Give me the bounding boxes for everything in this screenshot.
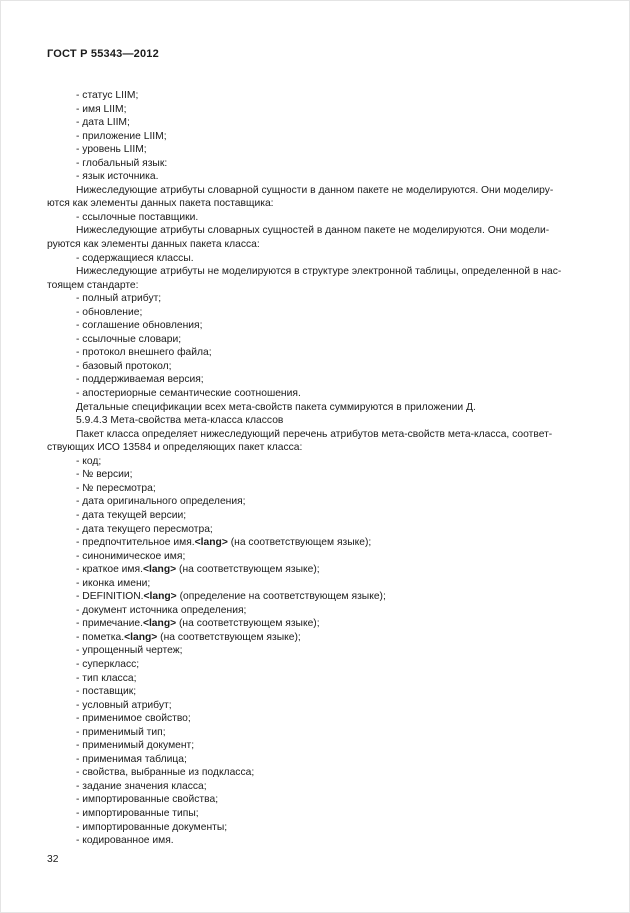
text-segment: - свойства, выбранные из подкласса; bbox=[76, 767, 255, 779]
text-line bbox=[47, 550, 589, 564]
bold-text-segment: <lang> bbox=[124, 631, 158, 643]
text-segment: - документ источника определения; bbox=[76, 604, 247, 616]
text-line bbox=[47, 712, 589, 726]
text-segment: Нижеследующие атрибуты словарной сущности в данном пакете не моделируются. Они моделиру- bbox=[76, 184, 554, 196]
text-segment: - применимый тип; bbox=[76, 726, 166, 738]
text-line bbox=[47, 793, 589, 807]
text-line bbox=[47, 103, 589, 117]
text-line bbox=[47, 807, 589, 821]
text-line bbox=[47, 224, 589, 238]
text-line bbox=[47, 699, 589, 713]
text-line bbox=[47, 455, 589, 469]
text-segment: - применимая таблица; bbox=[76, 753, 187, 765]
text-line bbox=[47, 157, 589, 171]
text-segment: - содержащиеся классы. bbox=[76, 252, 194, 264]
text-segment: - приложение LIIM; bbox=[76, 130, 167, 142]
document-body bbox=[47, 89, 589, 848]
text-segment: - DEFINITION. bbox=[76, 591, 144, 603]
text-segment: - ссылочные поставщики. bbox=[76, 211, 199, 223]
text-line bbox=[47, 319, 589, 333]
text-segment: - дата LIIM; bbox=[76, 117, 130, 129]
text-segment: - поставщик; bbox=[76, 686, 137, 698]
text-segment: - дата текущего пересмотра; bbox=[76, 523, 213, 535]
text-line bbox=[47, 89, 589, 103]
text-line bbox=[47, 495, 589, 509]
text-segment: - обновление; bbox=[76, 306, 143, 318]
text-segment: - глобальный язык: bbox=[76, 157, 168, 169]
text-line bbox=[47, 617, 589, 631]
text-line bbox=[47, 834, 589, 848]
text-segment: Нижеследующие атрибуты словарных сущностей в данном пакете не моделируются. Они модели- bbox=[76, 225, 550, 237]
text-line bbox=[47, 739, 589, 753]
text-line bbox=[47, 766, 589, 780]
text-line bbox=[47, 482, 589, 496]
text-line bbox=[47, 197, 589, 211]
text-line bbox=[47, 563, 589, 577]
text-line bbox=[47, 441, 589, 455]
text-line bbox=[47, 211, 589, 225]
page-number: 32 bbox=[47, 854, 59, 865]
text-line bbox=[47, 265, 589, 279]
text-segment: ются как элементы данных пакета поставщика: bbox=[47, 198, 274, 210]
bold-text-segment: <lang> bbox=[194, 537, 228, 549]
text-line bbox=[47, 672, 589, 686]
text-segment: - апостериорные семантические соотношения. bbox=[76, 388, 301, 400]
text-segment: (на соответствующем языке); bbox=[176, 564, 320, 576]
text-segment: - синонимическое имя; bbox=[76, 550, 186, 562]
text-line bbox=[47, 604, 589, 618]
text-line bbox=[47, 170, 589, 184]
text-line bbox=[47, 577, 589, 591]
text-segment: - упрощенный чертеж; bbox=[76, 645, 183, 657]
text-segment: - кодированное имя. bbox=[76, 835, 174, 847]
text-line bbox=[47, 184, 589, 198]
text-line bbox=[47, 590, 589, 604]
text-segment: тоящем стандарте: bbox=[47, 279, 139, 291]
text-line bbox=[47, 346, 589, 360]
text-line bbox=[47, 333, 589, 347]
text-segment: - язык источника. bbox=[76, 171, 159, 183]
document-code-header: ГОСТ Р 55343—2012 bbox=[47, 48, 159, 60]
text-line bbox=[47, 279, 589, 293]
text-segment: - импортированные свойства; bbox=[76, 794, 219, 806]
text-segment: - имя LIIM; bbox=[76, 103, 127, 115]
text-segment: - дата текущей версии; bbox=[76, 509, 187, 521]
text-segment: - № пересмотра; bbox=[76, 482, 156, 494]
text-segment: - соглашение обновления; bbox=[76, 320, 203, 332]
text-line bbox=[47, 726, 589, 740]
text-segment: (определение на соответствующем языке); bbox=[176, 591, 386, 603]
text-line bbox=[47, 292, 589, 306]
bold-text-segment: <lang> bbox=[143, 591, 177, 603]
text-line bbox=[47, 373, 589, 387]
text-line bbox=[47, 658, 589, 672]
text-line bbox=[47, 509, 589, 523]
text-segment: (на соответствующем языке); bbox=[176, 618, 320, 630]
text-line bbox=[47, 143, 589, 157]
text-line bbox=[47, 536, 589, 550]
text-segment: - иконка имени; bbox=[76, 577, 151, 589]
bold-text-segment: <lang> bbox=[142, 618, 177, 630]
text-segment: - уровень LIIM; bbox=[76, 144, 147, 156]
text-segment: - базовый протокол; bbox=[76, 360, 172, 372]
text-segment: - применимый документ; bbox=[76, 740, 195, 752]
text-line bbox=[47, 306, 589, 320]
text-line bbox=[47, 631, 589, 645]
text-segment: Детальные спецификации всех мета-свойств пакета суммируются в приложении Д. bbox=[76, 401, 476, 413]
text-segment: - импортированные типы; bbox=[76, 807, 199, 819]
text-segment: - статус LIIM; bbox=[76, 90, 139, 101]
text-line bbox=[47, 468, 589, 482]
text-segment: - примечание. bbox=[76, 618, 143, 630]
text-line bbox=[47, 523, 589, 537]
text-segment: Нижеследующие атрибуты не моделируются в структуре электронной таблицы, определенной в нас- bbox=[76, 266, 562, 278]
text-segment: - полный атрибут; bbox=[76, 293, 162, 305]
text-line bbox=[47, 685, 589, 699]
text-segment: Пакет класса определяет нижеследующий перечень атрибутов мета-свойств мета-класса, соответ- bbox=[76, 428, 553, 440]
text-line bbox=[47, 780, 589, 794]
text-segment: руются как элементы данных пакета класса: bbox=[47, 239, 260, 251]
text-line bbox=[47, 644, 589, 658]
text-segment: - импортированные документы; bbox=[76, 821, 228, 833]
text-line bbox=[47, 753, 589, 767]
text-line bbox=[47, 252, 589, 266]
text-line bbox=[47, 401, 589, 415]
bold-text-segment: <lang> bbox=[142, 564, 177, 576]
text-line bbox=[47, 387, 589, 401]
text-segment: - краткое имя. bbox=[76, 564, 143, 576]
text-segment: - пометка. bbox=[76, 631, 125, 643]
text-line bbox=[47, 428, 589, 442]
text-segment: (на соответствующем языке); bbox=[157, 631, 301, 643]
text-segment: - тип класса; bbox=[76, 672, 137, 684]
text-line bbox=[47, 414, 589, 428]
text-segment: (на соответствующем языке); bbox=[227, 537, 372, 549]
text-segment: - суперкласс; bbox=[76, 658, 140, 670]
text-segment: - применимое свойство; bbox=[76, 713, 191, 725]
text-line bbox=[47, 116, 589, 130]
text-line bbox=[47, 821, 589, 835]
text-line bbox=[47, 360, 589, 374]
text-segment: - ссылочные словари; bbox=[76, 333, 182, 345]
text-segment: - поддерживаемая версия; bbox=[76, 374, 204, 386]
text-segment: - условный атрибут; bbox=[76, 699, 172, 711]
text-line bbox=[47, 130, 589, 144]
text-segment: - дата оригинального определения; bbox=[76, 496, 246, 508]
text-segment: - протокол внешнего файла; bbox=[76, 347, 212, 359]
text-segment: - задание значения класса; bbox=[76, 780, 207, 792]
text-segment: 5.9.4.3 Мета-свойства мета-класса классов bbox=[76, 415, 284, 427]
text-segment: - код; bbox=[76, 455, 102, 467]
text-line bbox=[47, 238, 589, 252]
text-segment: ствующих ИСО 13584 и определяющих пакет класса: bbox=[47, 442, 303, 454]
text-segment: - предпочтительное имя. bbox=[76, 537, 195, 549]
text-segment: - № версии; bbox=[76, 469, 133, 481]
